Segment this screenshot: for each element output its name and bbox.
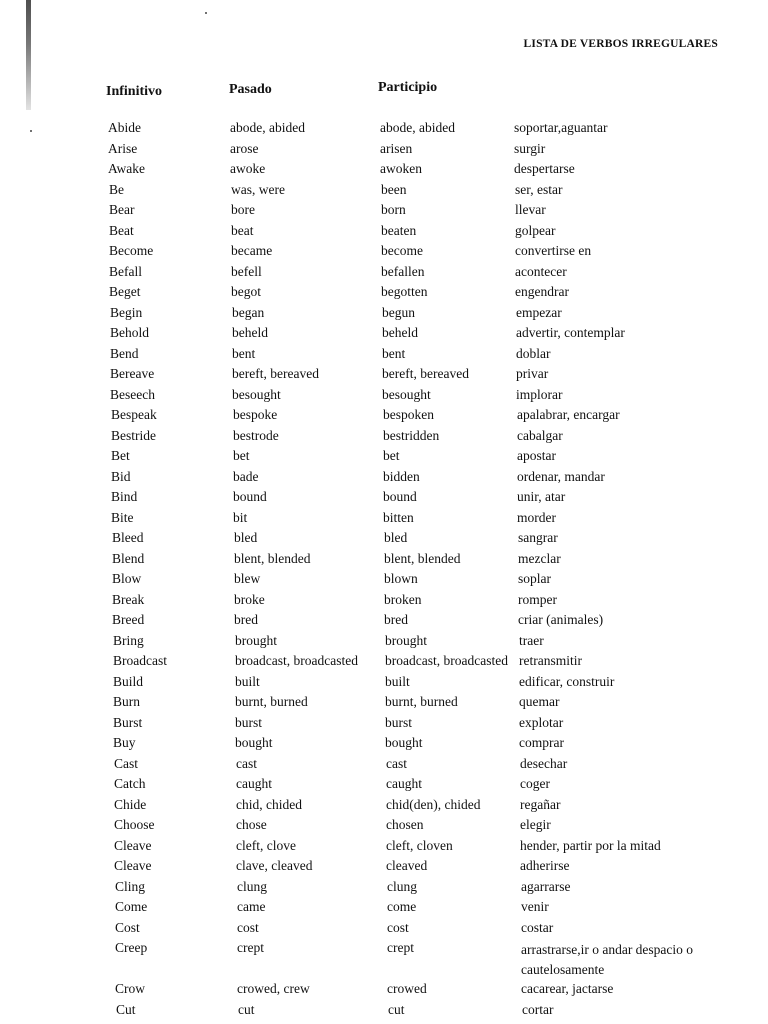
verb-row [3,407,768,428]
verb-infinitive: Cost [115,919,140,935]
verb-participle: besought [382,386,431,402]
verb-past: bought [235,735,273,750]
verb-infinitive: Bear [109,202,135,217]
verb-translation: venir [521,899,549,914]
verb-translation: implorar [516,386,563,402]
verb-past: became [231,243,273,258]
verb-row [4,530,768,551]
verb-infinitive: Chide [114,796,147,812]
verb-participle: begotten [381,284,428,299]
verb-past: burnt, burned [235,694,308,709]
verb-row [3,469,768,490]
verb-translation: costar [521,919,554,935]
verb-past: bent [232,345,256,361]
verb-participle: bred [384,612,408,627]
verb-infinitive: Catch [114,776,146,791]
verb-participle: bidden [383,468,420,484]
verb-participle: befallen [381,263,425,279]
verb-row [0,161,768,182]
verb-participle: broken [384,591,422,607]
verb-infinitive: Bet [111,448,130,463]
verb-infinitive: Awake [108,161,145,176]
verb-row [8,1002,768,1023]
verb-past: befell [231,263,262,279]
verb-past: beat [231,222,254,238]
verb-infinitive: Arise [108,140,138,156]
verb-participle: bet [383,448,400,463]
verb-translation: traer [519,632,544,648]
verb-infinitive: Choose [114,817,155,832]
verb-translation: cabalgar [517,427,563,443]
verb-infinitive: Beget [109,284,141,299]
verb-row [0,120,768,141]
verb-translation: mezclar [518,550,561,566]
page-header-title: LISTA DE VERBOS IRREGULARES [523,38,718,50]
verb-infinitive: Burn [113,694,140,709]
verb-participle: cast [386,755,407,771]
verb-past: crowed, crew [237,981,310,996]
verb-past: bet [233,448,250,463]
verb-infinitive: Begin [110,304,143,320]
verb-past: bespoke [233,407,278,422]
verb-past: caught [236,776,272,791]
verb-row [1,243,768,264]
verb-row [7,981,768,1002]
verb-past: brought [235,632,277,648]
verb-row [1,202,768,223]
verb-translation: elegir [520,817,551,832]
verb-participle: bestridden [383,427,440,443]
verb-participle: awoken [380,161,422,176]
verb-translation: surgir [514,140,546,156]
verb-translation: despertarse [514,161,575,176]
verb-row [5,694,768,715]
verb-infinitive: Bleed [112,530,144,545]
verb-infinitive: Bespeak [111,407,157,422]
verb-past: cut [238,1001,255,1017]
verb-table [0,120,768,1022]
verb-translation: edificar, construir [519,673,615,689]
verb-past: chid, chided [236,796,302,812]
verb-past: crept [237,940,264,955]
verb-past: blent, blended [234,550,311,566]
verb-past: clave, cleaved [236,858,313,873]
verb-infinitive: Bind [111,489,138,504]
verb-past: blew [234,571,261,586]
verb-infinitive: Cleave [114,858,152,873]
verb-row [2,305,768,326]
verb-participle: beaten [381,222,417,238]
verb-past: besought [232,386,281,402]
scan-edge-mark [26,0,31,110]
verb-participle: bitten [383,509,414,525]
verb-past: began [232,304,265,320]
verb-translation: cortar [522,1001,554,1017]
verb-past: begot [231,284,261,299]
verb-translation: retransmitir [519,653,582,668]
verb-translation: ser, estar [515,181,563,197]
verb-infinitive: Break [112,591,145,607]
verb-participle: abode, abided [380,120,455,135]
verb-participle: been [381,181,407,197]
verb-translation: hender, partir por la mitad [520,837,661,853]
verb-past: came [237,899,266,914]
verb-past: arose [230,140,259,156]
verb-infinitive: Behold [110,325,149,340]
scan-speck [205,12,207,14]
verb-translation: llevar [515,202,546,217]
verb-past: was, were [231,181,285,197]
verb-past: built [235,673,260,689]
verb-infinitive: Cleave [114,837,152,853]
verb-participle: cleaved [386,858,428,873]
verb-participle: bespoken [383,407,434,422]
verb-translation: regañar [520,796,561,812]
verb-infinitive: Cling [115,878,146,894]
verb-row [6,756,768,777]
verb-participle: crowed [387,981,427,996]
verb-translation: explotar [519,714,564,730]
verb-infinitive: Bite [111,509,134,525]
verb-participle: burnt, burned [385,694,458,709]
column-header-past: Pasado [229,82,272,97]
verb-participle: come [387,899,417,914]
verb-row [6,776,768,797]
verb-participle: cut [388,1001,405,1017]
verb-translation: soportar,aguantar [514,120,608,135]
verb-infinitive: Become [109,243,154,258]
verb-translation: desechar [520,755,568,771]
verb-row [4,612,768,633]
verb-row [1,223,768,244]
verb-infinitive: Broadcast [113,653,167,668]
verb-participle: burst [385,714,412,730]
verb-row [4,592,768,613]
verb-row [4,571,768,592]
verb-infinitive: Beseech [110,386,155,402]
verb-translation: soplar [518,571,551,586]
verb-past: broadcast, broadcasted [235,653,358,668]
verb-translation: apalabrar, encargar [517,407,620,422]
verb-row [5,715,768,736]
verb-participle: bound [383,489,417,504]
verb-infinitive: Abide [108,120,141,135]
verb-infinitive: Blend [112,550,145,566]
verb-infinitive: Bereave [110,366,155,381]
verb-infinitive: Crow [115,981,145,996]
verb-row [1,284,768,305]
verb-infinitive: Blow [112,571,142,586]
verb-translation: doblar [516,345,551,361]
verb-translation: criar (animales) [518,612,604,627]
verb-past: awoke [230,161,266,176]
verb-translation: adherirse [520,858,570,873]
verb-translation: empezar [516,304,562,320]
verb-row [5,653,768,674]
verb-past: bound [233,489,267,504]
column-header-infinitive: Infinitivo [106,84,163,99]
verb-row [6,838,768,859]
verb-row [3,489,768,510]
verb-infinitive: Bid [111,468,131,484]
verb-infinitive: Beat [109,222,134,238]
verb-past: cost [237,919,259,935]
verb-participle: blent, blended [384,550,461,566]
verb-infinitive: Cut [116,1001,136,1017]
verb-row [5,633,768,654]
verb-translation: agarrarse [521,878,571,894]
verb-row [7,940,768,981]
verb-row [2,387,768,408]
verb-past: bled [234,530,258,545]
verb-row [1,264,768,285]
verb-translation: advertir, contemplar [516,325,625,340]
verb-past: broke [234,591,265,607]
verb-past: cleft, clove [236,837,296,853]
verb-participle: broadcast, broadcasted [385,653,508,668]
verb-participle: bereft, bereaved [382,366,469,381]
verb-infinitive: Befall [109,263,142,279]
verb-translation: quemar [519,694,560,709]
verb-participle: cleft, cloven [386,837,453,853]
verb-row [7,879,768,900]
verb-infinitive: Buy [113,735,136,750]
verb-past: bade [233,468,259,484]
verb-past: abode, abided [230,120,305,135]
verb-participle: bent [382,345,406,361]
verb-past: bestrode [233,427,279,443]
verb-infinitive: Bend [110,345,139,361]
verb-infinitive: Come [115,899,148,914]
verb-translation: apostar [517,448,556,463]
verb-row [6,797,768,818]
verb-participle: bought [385,735,423,750]
verb-row [2,346,768,367]
verb-row [7,899,768,920]
verb-participle: cost [387,919,409,935]
verb-participle: born [381,202,406,217]
verb-translation: golpear [515,222,556,238]
verb-past: bereft, bereaved [232,366,319,381]
verb-translation: ordenar, mandar [517,468,605,484]
verb-participle: built [385,673,410,689]
verb-row [2,366,768,387]
verb-row [3,510,768,531]
verb-participle: blown [384,571,418,586]
verb-translation: acontecer [515,263,567,279]
verb-participle: begun [382,304,415,320]
verb-row [3,428,768,449]
verb-infinitive: Cast [114,755,139,771]
verb-infinitive: Burst [113,714,143,730]
verb-translation: sangrar [518,530,558,545]
verb-past: burst [235,714,262,730]
verb-past: clung [237,878,267,894]
verb-participle: beheld [382,325,418,340]
verb-translation: engendrar [515,284,569,299]
verb-infinitive: Breed [112,612,145,627]
verb-participle: arisen [380,140,413,156]
verb-translation: romper [518,591,557,607]
verb-translation: comprar [519,735,564,750]
verb-translation: arrastrarse,ir o andar despacio o cautelosamente [521,942,694,977]
verb-row [1,182,768,203]
verb-translation: convertirse en [515,243,592,258]
verb-row [6,817,768,838]
verb-row [5,735,768,756]
verb-translation: privar [516,366,549,381]
verb-participle: chid(den), chided [386,796,481,812]
verb-past: bred [234,612,258,627]
verb-infinitive: Creep [115,940,148,955]
verb-participle: become [381,243,423,258]
verb-past: bit [233,509,248,525]
verb-participle: crept [387,940,414,955]
verb-translation: coger [520,776,550,791]
verb-translation: cacarear, jactarse [521,981,614,996]
verb-participle: brought [385,632,427,648]
verb-row [0,141,768,162]
verb-row [7,920,768,941]
verb-translation: morder [517,509,556,525]
verb-past: chose [236,817,267,832]
verb-past: beheld [232,325,268,340]
verb-participle: clung [387,878,417,894]
verb-infinitive: Build [113,673,144,689]
verb-row [4,551,768,572]
verb-infinitive: Bring [113,632,144,648]
verb-row [5,674,768,695]
verb-participle: bled [384,530,408,545]
verb-participle: caught [386,776,422,791]
verb-row [3,448,768,469]
verb-past: bore [231,202,255,217]
verb-row [6,858,768,879]
verb-past: cast [236,755,257,771]
verb-participle: chosen [386,817,424,832]
verb-row [2,325,768,346]
verb-infinitive: Bestride [111,427,156,443]
verb-infinitive: Be [109,181,124,197]
verb-translation: unir, atar [517,489,566,504]
column-header-participle: Participio [378,80,438,95]
